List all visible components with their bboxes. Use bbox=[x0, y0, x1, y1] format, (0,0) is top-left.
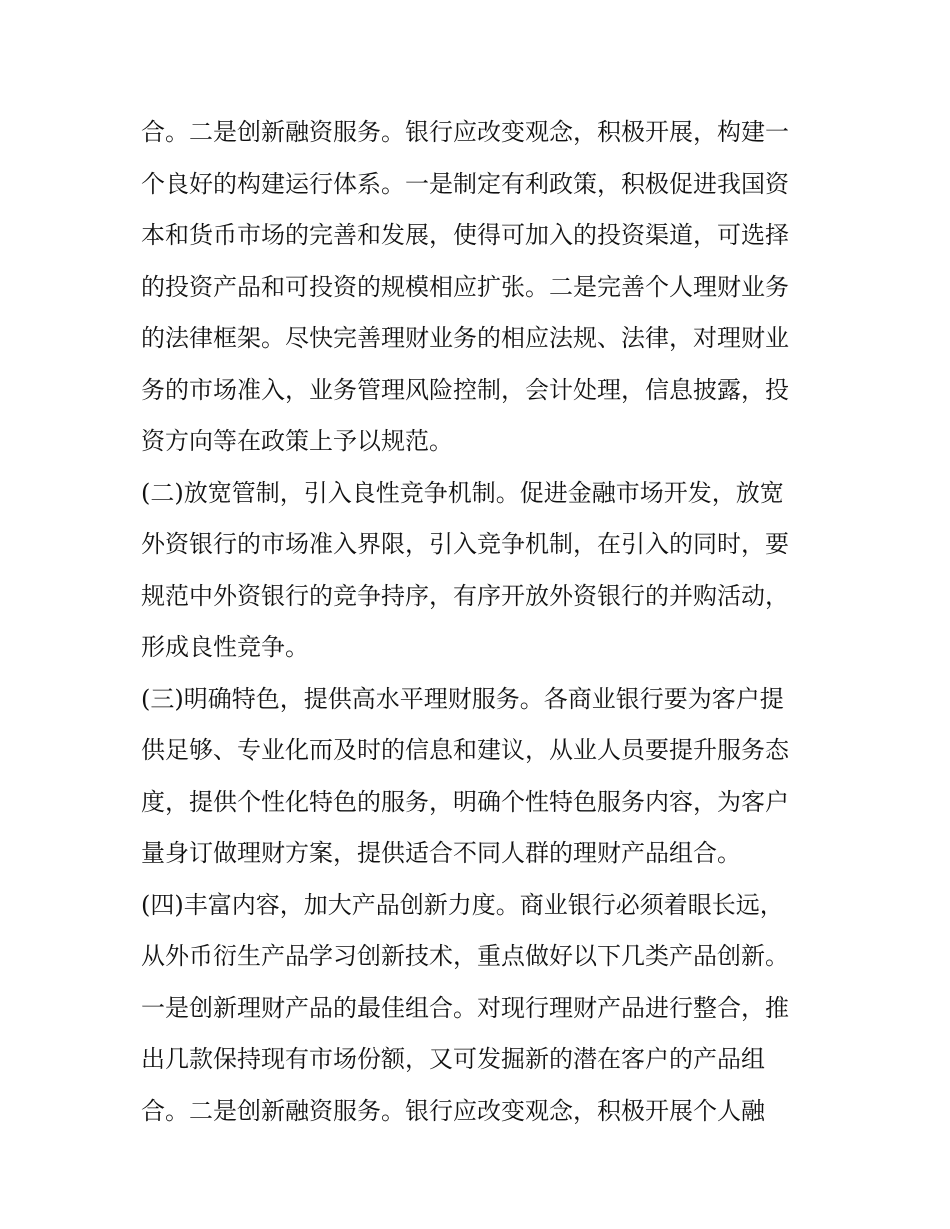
text-line: 资方向等在政策上予以规范。 bbox=[141, 427, 453, 455]
text-line: 个良好的构建运行体系。一是制定有利政策，积极促进我国资 bbox=[141, 169, 789, 198]
text-line: 从外币衍生产品学习创新技术，重点做好以下几类产品创新。 bbox=[141, 942, 789, 970]
text-line: 一是创新理财产品的最佳组合。对现行理财产品进行整合，推 bbox=[141, 993, 789, 1022]
text-line: 量身订做理财方案，提供适合不同人群的理财产品组合。 bbox=[141, 839, 741, 867]
text-line: 出几款保持现有市场份额，又可发掘新的潜在客户的产品组 bbox=[141, 1045, 765, 1073]
text-line: 度，提供个性化特色的服务，明确个性特色服务内容，为客户 bbox=[141, 787, 789, 816]
text-line: (四)丰富内容，加大产品创新力度。商业银行必须着眼长远， bbox=[141, 890, 784, 919]
text-line: 本和货币市场的完善和发展，使得可加入的投资渠道，可选择 bbox=[141, 221, 789, 249]
text-line: 的法律框架。尽快完善理财业务的相应法规、法律，对理财业 bbox=[141, 324, 789, 352]
text-line: 务的市场准入，业务管理风险控制，会计处理，信息披露，投 bbox=[141, 375, 789, 404]
text-line: (三)明确特色，提供高水平理财服务。各商业银行要为客户提 bbox=[141, 684, 784, 713]
text-line: 合。二是创新融资服务。银行应改变观念，积极开展，构建一 bbox=[141, 118, 789, 146]
text-line: 规范中外资银行的竞争持序，有序开放外资银行的并购活动， bbox=[141, 581, 789, 610]
text-line: 外资银行的市场准入界限，引入竞争机制，在引入的同时，要 bbox=[141, 530, 789, 558]
text-line: 合。二是创新融资服务。银行应改变观念，积极开展个人融 bbox=[141, 1096, 765, 1125]
body-text bbox=[141, 107, 821, 1137]
text-line: 形成良性竞争。 bbox=[141, 633, 309, 661]
text-line: 供足够、专业化而及时的信息和建议，从业人员要提升服务态 bbox=[141, 736, 789, 764]
text-line: (二)放宽管制，引入良性竞争机制。促进金融市场开发，放宽 bbox=[141, 478, 784, 507]
text-line: 的投资产品和可投资的规模相应扩张。二是完善个人理财业务 bbox=[141, 272, 789, 301]
